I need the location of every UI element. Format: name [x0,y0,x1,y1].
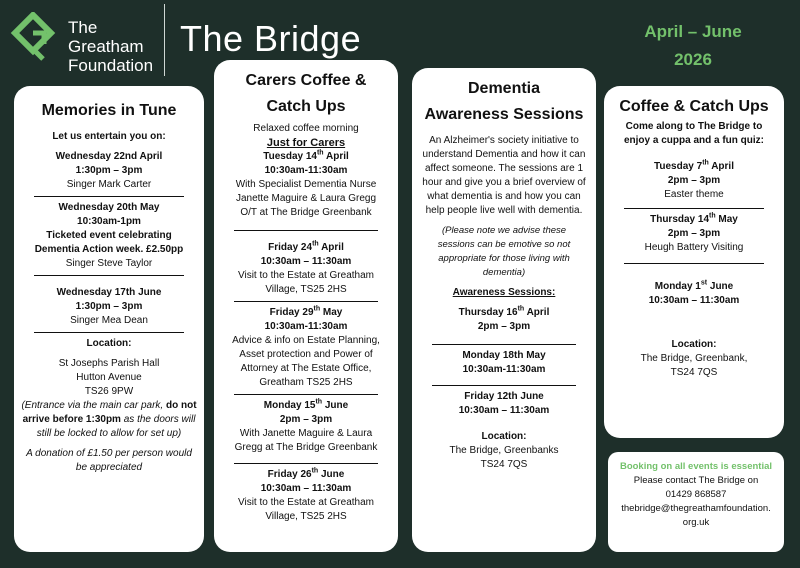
carers-e4-date [220,399,392,413]
separator [234,230,378,231]
org-line-1: The [68,18,98,37]
carers-card [214,60,398,552]
coffee-card [604,86,784,438]
booking-email-2[interactable]: org.uk [682,517,710,528]
carers-e3-date [220,306,392,320]
carers-e1-date [220,150,392,164]
coffee-e2-theme: Heugh Battery Visiting [644,242,744,253]
memories-entrance-note [20,399,198,441]
memories-e1-date: Wednesday 22nd April [55,151,163,162]
carers-e1-suffix: th [316,149,324,157]
carers-e1-month: April [323,151,349,162]
carers-e2-month: April [318,242,344,253]
separator [432,344,576,345]
booking-phone[interactable]: 01429 868587 [665,489,727,500]
carers-e4-time: 2pm – 3pm [279,414,333,425]
org-line-3: Foundation [68,56,154,75]
memories-location-1: St Josephs Parish Hall [58,358,160,369]
page-title: The Bridge [180,18,362,59]
memories-title: Memories in Tune [41,102,177,119]
separator [624,208,764,209]
dementia-s1-time: 2pm – 3pm [477,321,531,332]
coffee-intro: Come along to The Bridge to enjoy a cuppa and a fun quiz: [623,121,764,146]
header-divider [164,4,165,76]
coffee-location-1: The Bridge, Greenbank, [640,353,748,364]
carers-e2-d2: Village, TS25 2HS [265,284,347,295]
memories-e2-time: 10:30am-1pm [77,216,141,227]
carers-e3-time: 10:30am-11:30am [264,321,348,332]
carers-e3-day: Friday 29 [269,307,314,318]
carers-e1-time: 10:30am-11:30am [264,165,348,176]
greatham-g-logo-icon [10,12,56,62]
memories-location-3: TS26 9PW [84,386,134,397]
separator [624,263,764,264]
dementia-card [412,68,596,552]
separator [34,332,184,333]
memories-e3-date: Wednesday 17th June [56,287,162,298]
dementia-s2-time: 10:30am-11:30am [462,364,546,375]
coffee-e2-day: Thursday 14 [650,214,710,225]
dementia-s1-date [418,306,590,320]
coffee-e3-suffix: st [700,279,708,287]
entrance-note-c: as the doors will still be locked to allow for set up) [36,414,196,439]
coffee-e1-day: Tuesday 7 [654,161,703,172]
carers-e5-d2: Village, TS25 2HS [265,511,347,522]
carers-e3-suffix: th [313,305,321,313]
memories-card [14,86,204,552]
coffee-e2-suffix: th [709,212,716,220]
separator [234,301,378,302]
coffee-e3-date [610,280,778,294]
dementia-title-1: Dementia [467,80,541,97]
carers-e4-day: Monday 15 [263,400,316,411]
carers-e4-month: June [322,400,349,411]
carers-e4-d2: Gregg at The Bridge Greenbank [234,442,378,453]
memories-e3-performer: Singer Mea Dean [70,315,148,326]
dementia-location-2: TS24 7QS [480,459,528,470]
carers-e3-month: May [320,307,343,318]
dementia-title-2: Awareness Sessions [424,106,584,123]
booking-headline: Booking on all events is essential [619,461,773,472]
coffee-e2-time: 2pm – 3pm [667,228,721,239]
carers-e1-day: Tuesday 14 [263,151,317,162]
carers-e5-date [220,468,392,482]
memories-e2-note1: Ticketed event celebrating [46,230,172,241]
coffee-e3-time: 10:30am – 11:30am [648,295,740,306]
memories-location-2: Hutton Avenue [76,372,142,383]
memories-donation: A donation of £1.50 per person would be appreciated [26,448,192,473]
dementia-s3-time: 10:30am – 11:30am [458,405,550,416]
memories-e1-performer: Singer Mark Carter [66,179,152,190]
dementia-s1-day: Thursday 16 [458,307,518,318]
separator [234,463,378,464]
carers-title-2: Catch Ups [266,98,346,115]
carers-e2-d1: Visit to the Estate at Greatham [238,270,374,281]
carers-e5-month: June [318,469,345,480]
coffee-e2-month: May [715,214,738,225]
carers-e3-d2: Asset protection and Power of [239,349,373,360]
carers-e2-time: 10:30am – 11:30am [260,256,352,267]
coffee-location-2: TS24 7QS [670,367,718,378]
carers-e4-d1: With Janette Maguire & Laura [239,428,373,439]
carers-e5-d1: Visit to the Estate at Greatham [238,497,374,508]
dementia-note: (Please note we advise these sessions can be emotive so not appropriate for those living with dementia) [437,225,571,278]
memories-intro: Let us entertain you on: [52,131,166,142]
separator [234,394,378,395]
carers-e3-d4: Greatham TS25 2HS [259,377,353,388]
dementia-s3-date: Friday 12th June [464,391,544,402]
memories-e2-performer: Singer Steve Taylor [65,258,153,269]
dementia-s1-month: April [524,307,550,318]
coffee-e2-date [610,213,778,227]
org-line-2: Greatham [68,37,144,56]
separator [34,275,184,276]
date-range [608,18,778,74]
booking-card [608,452,784,552]
dementia-location-label: Location: [481,431,527,442]
date-range-year: 2026 [674,50,712,69]
entrance-note-b: do not arrive before 1:30pm [22,400,197,425]
booking-line-1: Please contact The Bridge on [633,475,759,486]
dementia-s2-date: Monday 18th May [462,350,546,361]
greatham-logo [10,8,160,75]
carers-just: Just for Carers [266,137,346,149]
coffee-e1-suffix: th [702,159,709,167]
carers-e5-time: 10:30am – 11:30am [260,483,352,494]
carers-e3-d3: Attorney at The Estate Office, [240,363,372,374]
coffee-e1-date [610,160,778,174]
coffee-e3-month: June [707,281,734,292]
carers-e3-d1: Advice & info on Estate Planning, [232,335,380,346]
memories-location-label: Location: [86,338,132,349]
carers-e5-day: Friday 26 [267,469,312,480]
carers-e1-d3: O/T at The Bridge Greenbank [240,207,372,218]
dementia-sessions-label: Awareness Sessions: [452,287,556,298]
carers-e2-date [220,241,392,255]
carers-e2-day: Friday 24 [268,242,313,253]
carers-e2-suffix: th [312,240,319,248]
carers-e1-d2: Janette Maguire & Laura Gregg [235,193,377,204]
carers-e1-d1: With Specialist Dementia Nurse [235,179,377,190]
memories-e3-time: 1:30pm – 3pm [75,301,143,312]
separator [432,385,576,386]
coffee-e1-time: 2pm – 3pm [667,175,721,186]
coffee-e1-theme: Easter theme [664,189,724,200]
memories-e1-time: 1:30pm – 3pm [75,165,143,176]
carers-e5-suffix: th [311,467,319,475]
carers-title-1: Carers Coffee & [245,72,367,89]
coffee-e3-day: Monday 1 [654,281,701,292]
dementia-location-1: The Bridge, Greenbanks [449,445,559,456]
coffee-location-label: Location: [671,339,717,350]
booking-email-1[interactable]: thebridge@thegreathamfoundation. [621,503,771,514]
entrance-note-a: (Entrance via the main car park, [21,400,164,411]
date-range-months: April – June [644,22,742,41]
org-name [68,18,153,75]
dementia-s1-suffix: th [517,305,525,313]
carers-subtitle: Relaxed coffee morning [253,123,359,134]
separator [34,196,184,197]
memories-e2-date: Wednesday 20th May [58,202,160,213]
coffee-title: Coffee & Catch Ups [619,98,769,115]
coffee-e1-month: April [708,161,734,172]
carers-e4-suffix: th [315,398,323,406]
dementia-description: An Alzheimer's society initiative to understand Dementia and how it can affect someone. The sessions are 1 hour and give you a brief overview of what dementia is and how you can help people live well with dementia. [422,135,586,216]
memories-e2-note2: Dementia Action week. £2.50pp [34,244,184,255]
